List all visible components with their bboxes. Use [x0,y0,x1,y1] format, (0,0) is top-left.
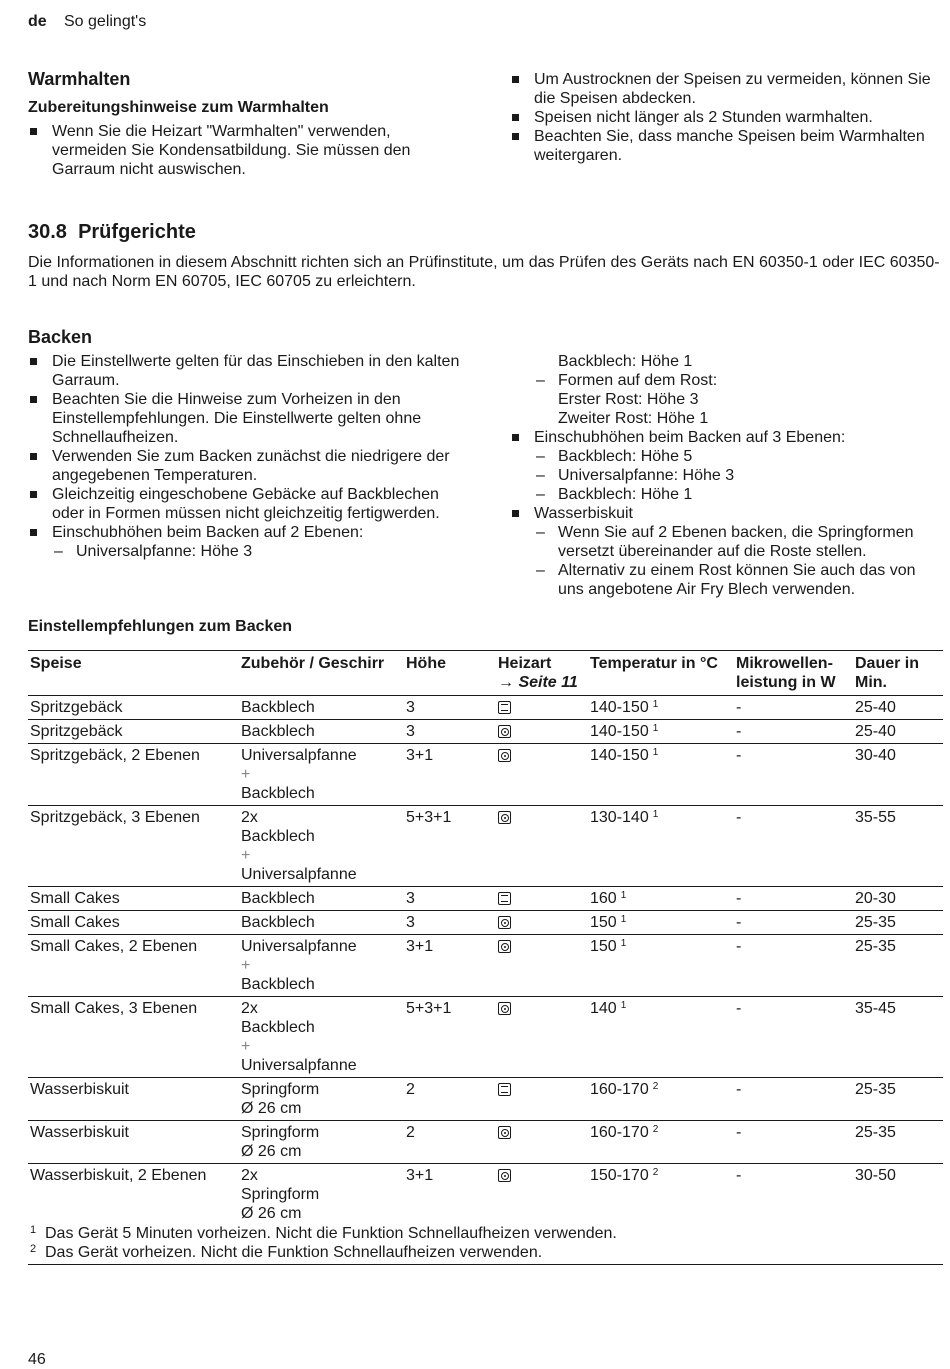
zubehoer-line: Ø 26 cm [241,1100,302,1117]
cell-temp [588,806,734,887]
table-row [28,1078,943,1121]
sub-list-item: – Wenn Sie auf 2 Ebenen backen, die Springformen versetzt übereinander auf die Roste stellen. [534,523,945,561]
zubehoer-line: Ø 26 cm [241,1205,302,1222]
cell-hoehe: 3 [404,887,496,911]
temp-value: 150 [590,914,617,931]
language-code: de [28,13,47,30]
zubehoer-line: Universalpfanne [241,866,357,883]
page-reference-link[interactable]: → Seite 11 [498,674,578,691]
list-item: Gleichzeitig eingeschobene Gebäcke auf Backblechen oder in Formen müssen nicht gleichzeitig fertigwerden. [28,485,468,523]
zubehoer-line: Backblech [241,723,315,740]
hot-air-icon [498,1002,511,1015]
temp-value: 150-170 [590,1167,649,1184]
cell-dauer: 25-35 [853,935,943,997]
cell-heizart [496,1121,588,1164]
footnote-ref: 1 [620,890,627,901]
chapter-title: So gelingt's [64,13,147,30]
footnote [28,1243,943,1262]
cell-hoehe: 3+1 [404,1164,496,1226]
sub-list-item-line: Zweiter Rost: Höhe 1 [558,410,709,427]
table-row [28,696,943,720]
cell-mikro: - [736,699,742,716]
cell-dauer: 35-55 [853,806,943,887]
cell-mikro: - [734,1078,853,1121]
table-caption: Einstellempfehlungen zum Backen [28,618,293,635]
cell-hoehe: 3+1 [404,744,496,806]
table-row [28,935,943,997]
cell-mikro: - [734,997,853,1078]
zubehoer-line: + [241,847,251,864]
col-header-hoehe: Höhe [404,651,496,696]
page-number: 46 [28,1351,46,1368]
table-row [28,744,943,806]
temp-value: 160 [590,890,617,907]
cell-zubehoer [239,1121,404,1164]
zubehoer-line: + [241,1038,251,1055]
zubehoer-line: Backblech [241,699,315,716]
cell-dauer: 25-40 [855,699,896,716]
cell-temp [588,911,734,935]
cell-speise: Small Cakes, 3 Ebenen [28,997,239,1078]
zubehoer-line: Springform [241,1124,320,1141]
table-row [28,997,943,1078]
section-title: Prüfgerichte [78,221,196,243]
cell-speise: Small Cakes [28,911,239,935]
col-header-heizart [496,651,588,696]
zubehoer-line: Universalpfanne [241,938,357,955]
temp-value: 140-150 [590,699,649,716]
topbot-heat-icon [498,892,511,905]
cell-zubehoer [239,720,404,744]
temp-value: 160-170 [590,1124,649,1141]
temp-value: 160-170 [590,1081,649,1098]
section-heading [28,223,196,242]
cell-speise: Wasserbiskuit [28,1078,239,1121]
cell-zubehoer [239,696,404,720]
temp-value: 150 [590,938,617,955]
cell-zubehoer [239,911,404,935]
zubehoer-line: 2x [241,1000,258,1017]
cell-heizart [496,696,588,720]
cell-heizart [496,935,588,997]
section-intro: Die Informationen in diesem Abschnitt richten sich an Prüfinstitute, um das Prüfen des Geräts nach EN 60350-1 oder IEC 60350-1 und nach Norm EN 60705, IEC 60705 zu erleichtern. [28,254,940,290]
footnote-ref: 2 [652,1124,659,1135]
cell-heizart [496,911,588,935]
hot-air-icon [498,811,511,824]
zubehoer-line: Universalpfanne [241,747,357,764]
hot-air-icon [498,1126,511,1139]
cell-mikro: - [734,806,853,887]
cell-speise: Spritzgebäck [30,699,123,716]
sub-list-item: – Universalpfanne: Höhe 3 [534,466,945,485]
hot-air-icon [498,1169,511,1182]
cell-heizart [496,720,588,744]
cell-dauer: 25-35 [853,1121,943,1164]
cell-zubehoer [239,935,404,997]
list-item: Beachten Sie die Hinweise zum Vorheizen in den Einstellempfehlungen. Die Einstellwerte gelten ohne Schnellaufheizen. [28,390,468,447]
cell-zubehoer [239,887,404,911]
cell-temp [588,1078,734,1121]
zubehoer-line: + [241,957,251,974]
warmhalten-left-list [28,122,468,179]
cell-speise: Wasserbiskuit, 2 Ebenen [28,1164,239,1226]
cell-temp [588,744,734,806]
zubehoer-line: Springform [241,1081,320,1098]
cell-zubehoer [239,1164,404,1226]
temp-value: 140 [590,1000,617,1017]
footnote [28,1224,943,1243]
table-row [28,1164,943,1226]
cell-heizart [496,744,588,806]
hot-air-icon [498,725,511,738]
table-row [28,1121,943,1164]
warmhalten-right-list [510,70,945,165]
cell-mikro: - [734,1164,853,1226]
topbot-heat-icon [498,701,511,714]
cell-mikro: - [734,911,853,935]
cell-temp [588,997,734,1078]
list-item [510,428,945,504]
cell-hoehe: 3 [404,911,496,935]
cell-hoehe: 2 [404,1078,496,1121]
list-item: Wenn Sie die Heizart "Warmhalten" verwenden, vermeiden Sie Kondensatbildung. Sie müssen den Garraum nicht auswischen. [28,122,468,179]
cell-temp [588,696,734,720]
footnote-ref: 1 [652,699,659,710]
cell-speise: Small Cakes [28,887,239,911]
cell-speise: Spritzgebäck, 2 Ebenen [28,744,239,806]
cell-heizart [496,806,588,887]
zubehoer-line: 2x [241,1167,258,1184]
list-item: Speisen nicht länger als 2 Stunden warmhalten. [510,108,945,127]
cell-dauer: 30-40 [853,744,943,806]
footnote-ref: 1 [652,723,659,734]
warmhalten-heading: Warmhalten [28,69,131,89]
temp-value: 140-150 [590,723,649,740]
warmhalten-subheading: Zubereitungshinweise zum Warmhalten [28,99,329,116]
zubehoer-line: 2x [241,809,258,826]
list-item [510,504,945,599]
cell-temp [588,720,734,744]
list-item-continuation: Backblech: Höhe 1 [558,353,693,370]
footnote-ref: 1 [620,1000,627,1011]
backen-right-column [510,352,945,599]
zubehoer-line: Backblech [241,1019,315,1036]
cell-speise: Spritzgebäck, 3 Ebenen [28,806,239,887]
cell-temp [588,1164,734,1226]
hot-air-icon [498,916,511,929]
section-number: 30.8 [28,221,67,243]
cell-zubehoer [239,806,404,887]
table-footnotes [28,1224,943,1265]
zubehoer-line: Backblech [241,890,315,907]
list-item: Beachten Sie, dass manche Speisen beim Warmhalten weitergaren. [510,127,945,165]
heizart-label: Heizart [498,655,552,672]
col-header-dauer: Dauer in Min. [853,651,943,696]
table-row [28,720,943,744]
cell-speise: Wasserbiskuit [28,1121,239,1164]
cell-speise: Spritzgebäck [28,720,239,744]
cell-hoehe: 2 [404,1121,496,1164]
footnote-ref: 2 [652,1081,659,1092]
table-header-row [28,651,943,696]
cell-dauer: 20-30 [853,887,943,911]
cell-hoehe: 5+3+1 [404,806,496,887]
sub-list-item: – Backblech: Höhe 1 [534,485,945,504]
cell-dauer: 30-50 [853,1164,943,1226]
cell-zubehoer [239,997,404,1078]
backen-heading: Backen [28,327,93,347]
sub-list-item: – Backblech: Höhe 5 [534,447,945,466]
cell-temp [588,1121,734,1164]
cell-dauer: 35-45 [853,997,943,1078]
sub-list-item-text: – Formen auf dem Rost: [558,372,718,389]
cell-hoehe: 3+1 [404,935,496,997]
cell-zubehoer [239,744,404,806]
cell-temp [588,887,734,911]
backen-left-list [28,352,468,561]
footnote-ref: 1 [652,747,659,758]
list-item: Um Austrocknen der Speisen zu vermeiden, können Sie die Speisen abdecken. [510,70,945,108]
sub-list-item: – Universalpfanne: Höhe 3 [52,542,468,561]
sub-list-item-line: Erster Rost: Höhe 3 [558,391,699,408]
cell-mikro: - [734,1121,853,1164]
cell-mikro: - [734,935,853,997]
cell-speise: Small Cakes, 2 Ebenen [28,935,239,997]
col-header-temp: Temperatur in °C [588,651,734,696]
temp-value: 130-140 [590,809,649,826]
settings-table [28,650,943,1225]
temp-value: 140-150 [590,747,649,764]
col-header-zubehoer: Zubehör / Geschirr [239,651,404,696]
footnote-ref: 1 [620,914,627,925]
footnote-ref: 1 [620,938,627,949]
cell-dauer: 25-35 [853,1078,943,1121]
cell-zubehoer [239,1078,404,1121]
table-row [28,806,943,887]
table-row [28,887,943,911]
cell-heizart [496,997,588,1078]
cell-hoehe: 3 [404,720,496,744]
footnote-text: Das Gerät 5 Minuten vorheizen. Nicht die Funktion Schnellaufheizen verwenden. [45,1225,617,1242]
zubehoer-line: Universalpfanne [241,1057,357,1074]
col-header-mikro: Mikrowellen-leistung in W [734,651,853,696]
cell-hoehe: 3 [406,699,415,716]
cell-hoehe: 5+3+1 [404,997,496,1078]
list-item-text: Wasserbiskuit [534,505,633,522]
cell-dauer: 25-35 [853,911,943,935]
sub-list-item: – Alternativ zu einem Rost können Sie auch das von uns angebotene Air Fry Blech verwenden. [534,561,945,599]
topbot-heat-icon [498,1083,511,1096]
cell-temp [588,935,734,997]
zubehoer-line: Backblech [241,828,315,845]
col-header-speise: Speise [28,651,239,696]
cell-mikro: - [734,720,853,744]
list-item [28,523,468,561]
zubehoer-line: Springform [241,1186,320,1203]
zubehoer-line: Backblech [241,914,315,931]
footnote-number: 1 [30,1224,37,1236]
footnote-number: 2 [30,1243,37,1255]
zubehoer-line: + [241,766,251,783]
list-item-text: Einschubhöhen beim Backen auf 2 Ebenen: [52,524,364,541]
list-item-text: Einschubhöhen beim Backen auf 3 Ebenen: [534,429,846,446]
hot-air-icon [498,749,511,762]
table-row [28,911,943,935]
cell-mikro: - [734,887,853,911]
cell-heizart [496,887,588,911]
cell-mikro: - [734,744,853,806]
cell-dauer: 25-40 [853,720,943,744]
list-item: Die Einstellwerte gelten für das Einschieben in den kalten Garraum. [28,352,468,390]
cell-heizart [496,1164,588,1226]
footnote-text: Das Gerät vorheizen. Nicht die Funktion Schnellaufheizen verwenden. [45,1244,543,1261]
cell-heizart [496,1078,588,1121]
footnote-ref: 2 [652,1167,659,1178]
sub-list-item [534,371,945,428]
hot-air-icon [498,940,511,953]
zubehoer-line: Backblech [241,976,315,993]
zubehoer-line: Ø 26 cm [241,1143,302,1160]
footnote-ref: 1 [652,809,659,820]
zubehoer-line: Backblech [241,785,315,802]
list-item: Verwenden Sie zum Backen zunächst die niedrigere der angegebenen Temperaturen. [28,447,468,485]
